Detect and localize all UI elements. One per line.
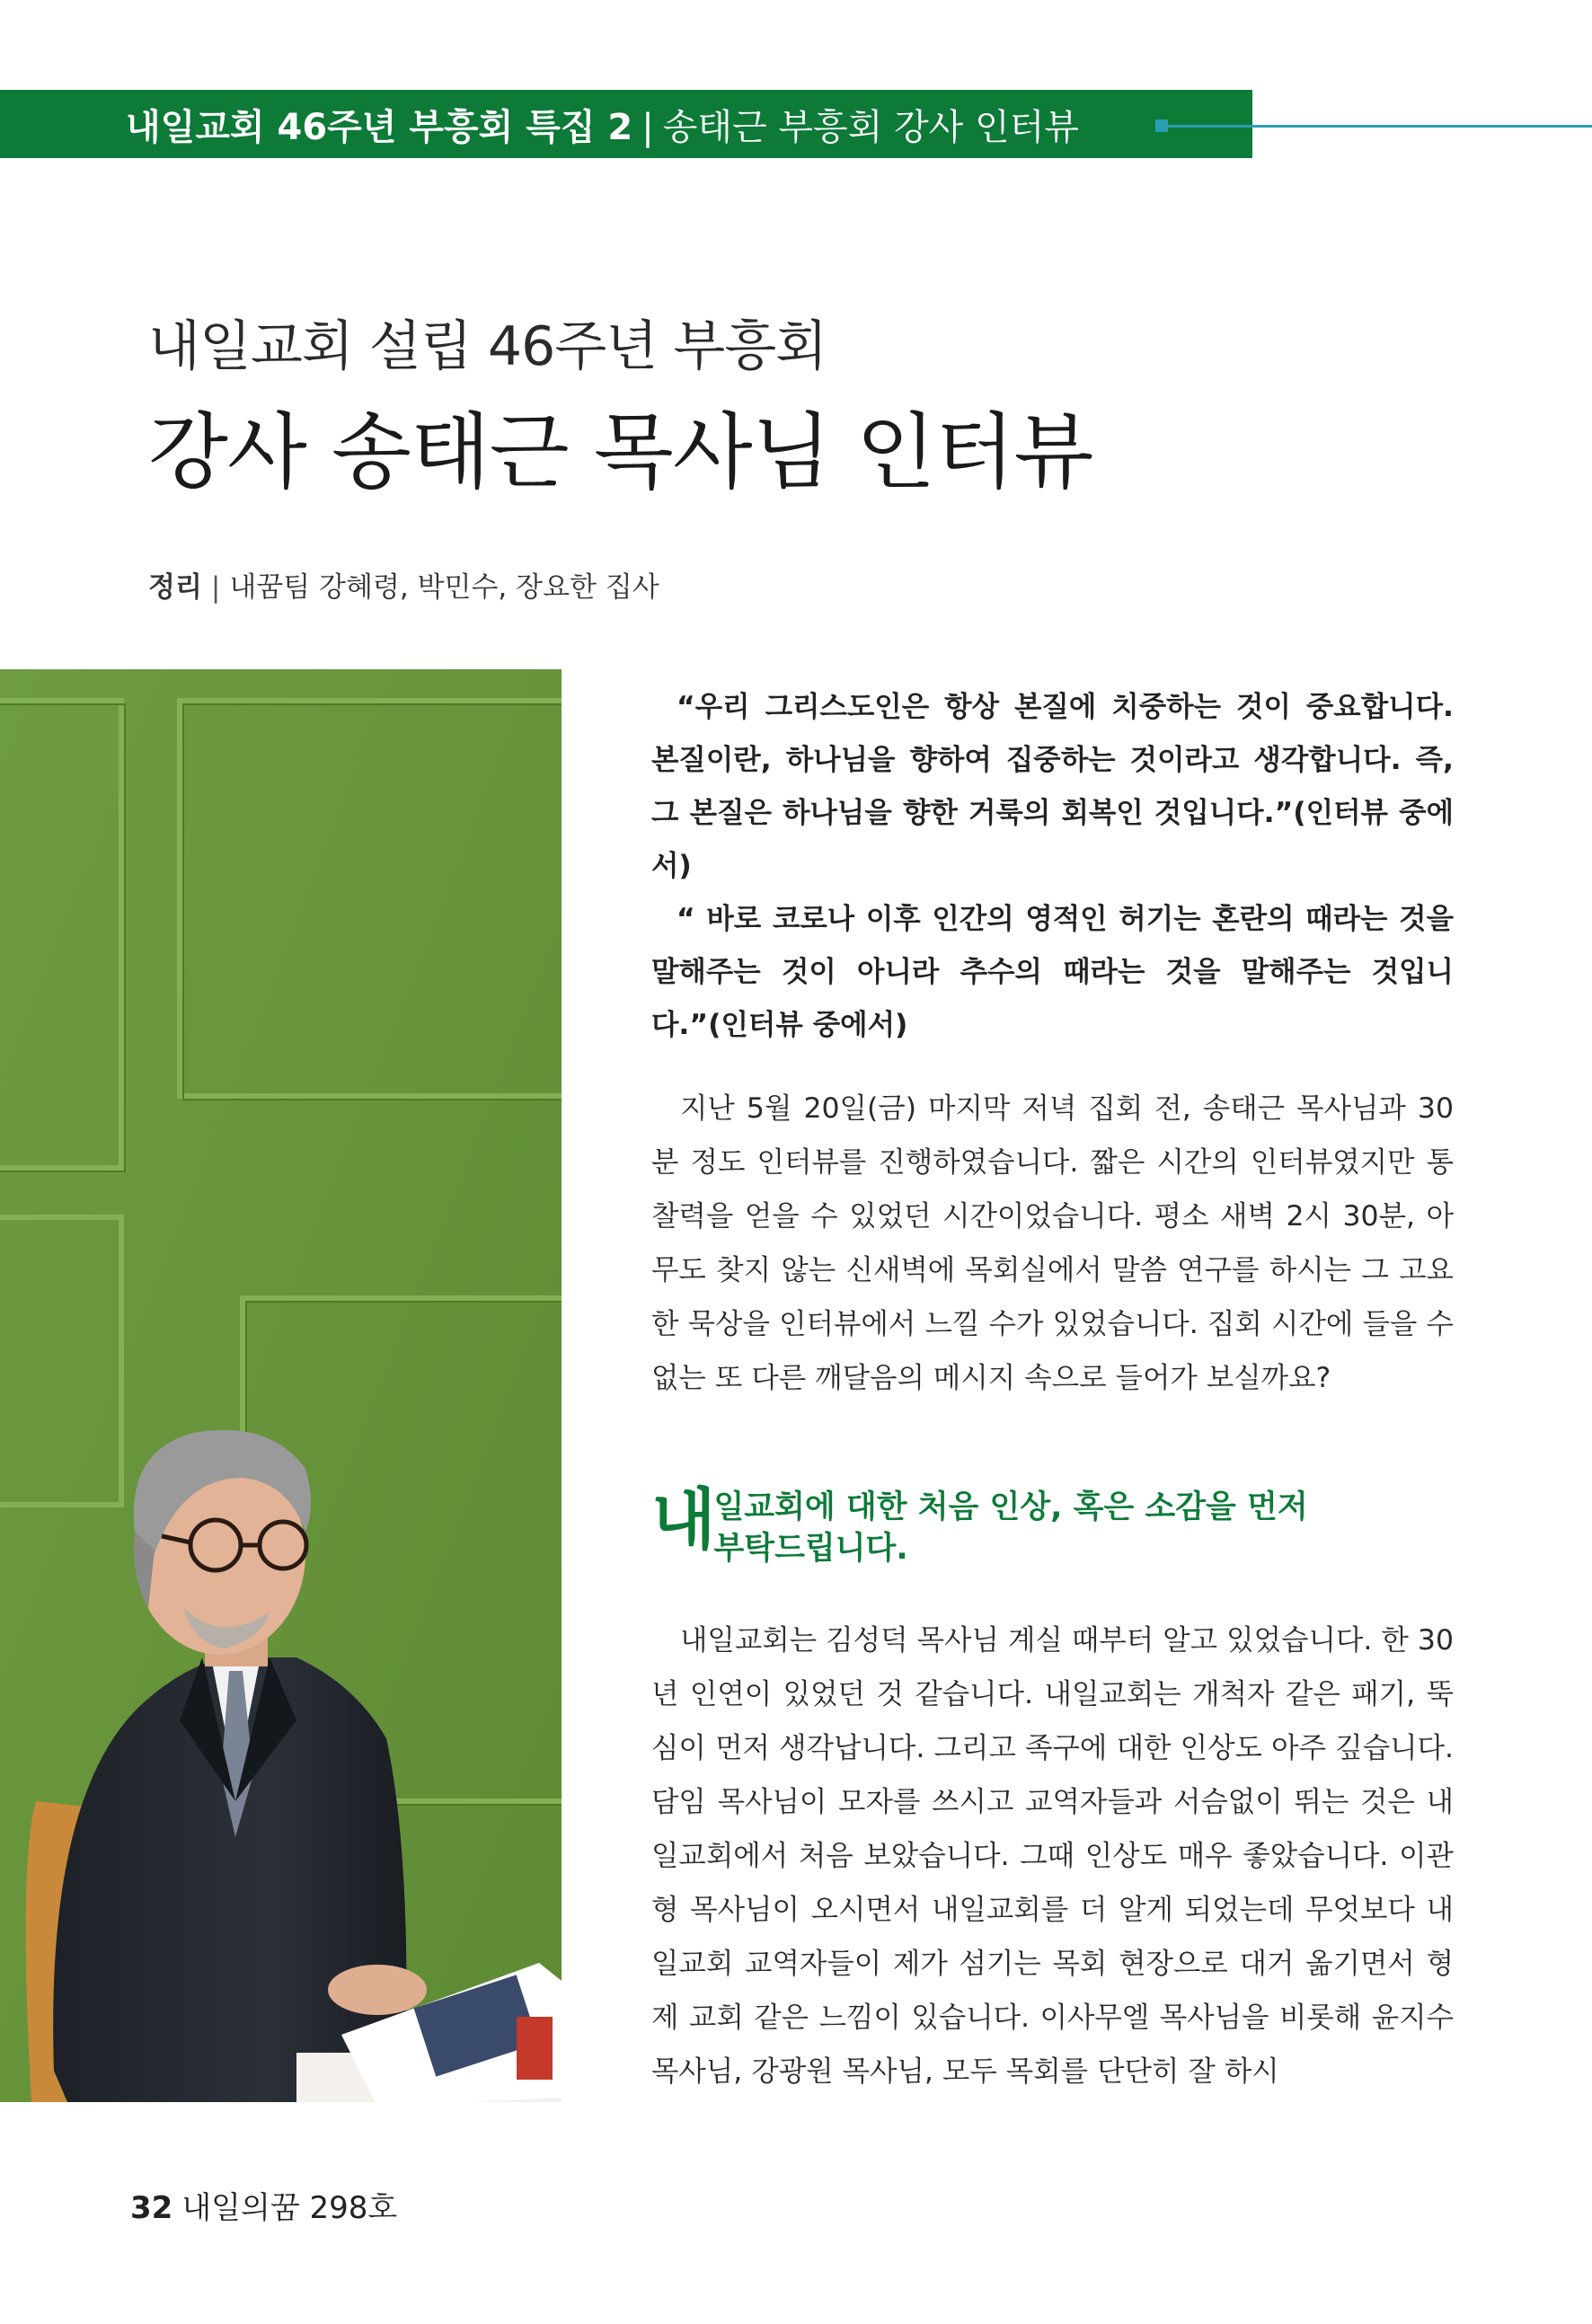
credits-names: 내꿈팀 강혜령, 박민수, 장요한 집사 xyxy=(229,571,659,604)
publication-name: 내일의꿈 298호 xyxy=(181,2190,398,2226)
question-line-1: 일교회에 대한 처음 인상, 혹은 소감을 먼저 xyxy=(713,1489,1308,1525)
intro-paragraph xyxy=(651,1082,1454,1405)
section-header xyxy=(126,99,1079,150)
section-header-band xyxy=(0,90,1252,158)
credits-separator: | xyxy=(210,571,221,604)
article-kicker: 내일교회 설립 46주년 부흥회 xyxy=(148,315,827,378)
question-line-2: 부탁드립니다. xyxy=(713,1531,908,1567)
header-section-title: 내일교회 46주년 부흥회 특집 2 xyxy=(126,106,633,148)
header-accent-square xyxy=(1155,119,1168,132)
intro-text: 지난 5월 20일(금) 마지막 저녁 집회 전, 송태근 목사님과 30분 정도 인터뷰를 진행하였습니다. 짧은 시간의 인터뷰였지만 통찰력을 얻을 수 있었던 시간이었습니다. 평소 새벽 2시 30분, 아무도 찾지 않는 신새벽에 목회실에서 말씀 연구를 하시는 그 고요한 묵상을 인터뷰에서 느낄 수가 있었습니다. 집회 시간에 들을 수 없는 또 다른 깨달음의 메시지 속으로 들어가 보실까요? xyxy=(651,1092,1454,1394)
header-subtitle: 송태근 부흥회 강사 인터뷰 xyxy=(662,106,1079,148)
header-accent-line xyxy=(1168,125,1592,128)
credits-label: 정리 xyxy=(148,571,202,604)
interview-photo xyxy=(0,669,562,2102)
page-footer xyxy=(130,2183,397,2227)
answer-paragraph xyxy=(651,1613,1454,2099)
pull-quote xyxy=(651,681,1454,1052)
header-separator: | xyxy=(641,106,654,148)
question-drop-initial: 내 xyxy=(651,1481,712,1559)
page-number: 32 xyxy=(130,2190,173,2226)
answer-text: 내일교회는 김성덕 목사님 계실 때부터 알고 있었습니다. 한 30년 인연이 있었던 것 같습니다. 내일교회는 개척자 같은 패기, 뚝심이 먼저 생각납니다. 그리고 족구에 대한 인상도 아주 깊습니다. 담임 목사님이 모자를 쓰시고 교역자들과 서슴없이 뛰는 것은 내일교회에서 처음 보았습니다. 그때 인상도 매우 좋았습니다. 이관형 목사님이 오시면서 내일교회를 더 알게 되었는데 무엇보다 내일교회 교역자들이 제가 섬기는 목회 현장으로 대거 옮기면서 형제 교회 같은 느낌이 있습니다. 이사무엘 목사님을 비롯해 윤지수 목사님, 강광원 목사님, 모두 목회를 단단히 잘 하시 xyxy=(651,1624,1454,2088)
article-title: 강사 송태근 목사님 인터뷰 xyxy=(148,404,1093,500)
article-credits xyxy=(148,564,659,605)
question-text xyxy=(713,1487,1307,1569)
pull-quote-1: “우리 그리스도인은 항상 본질에 치중하는 것이 중요합니다. 본질이란, 하나님을 향하여 집중하는 것이라고 생각합니다. 즉, 그 본질은 하나님을 향한 거룩의 회복인 것입니다.”(인터뷰 중에서) xyxy=(651,691,1454,882)
interview-question xyxy=(651,1481,1454,1569)
pull-quote-2: “ 바로 코로나 이후 인간의 영적인 허기는 혼란의 때라는 것을 말해주는 것이 아니라 추수의 때라는 것을 말해주는 것입니다.”(인터뷰 중에서) xyxy=(651,903,1454,1041)
